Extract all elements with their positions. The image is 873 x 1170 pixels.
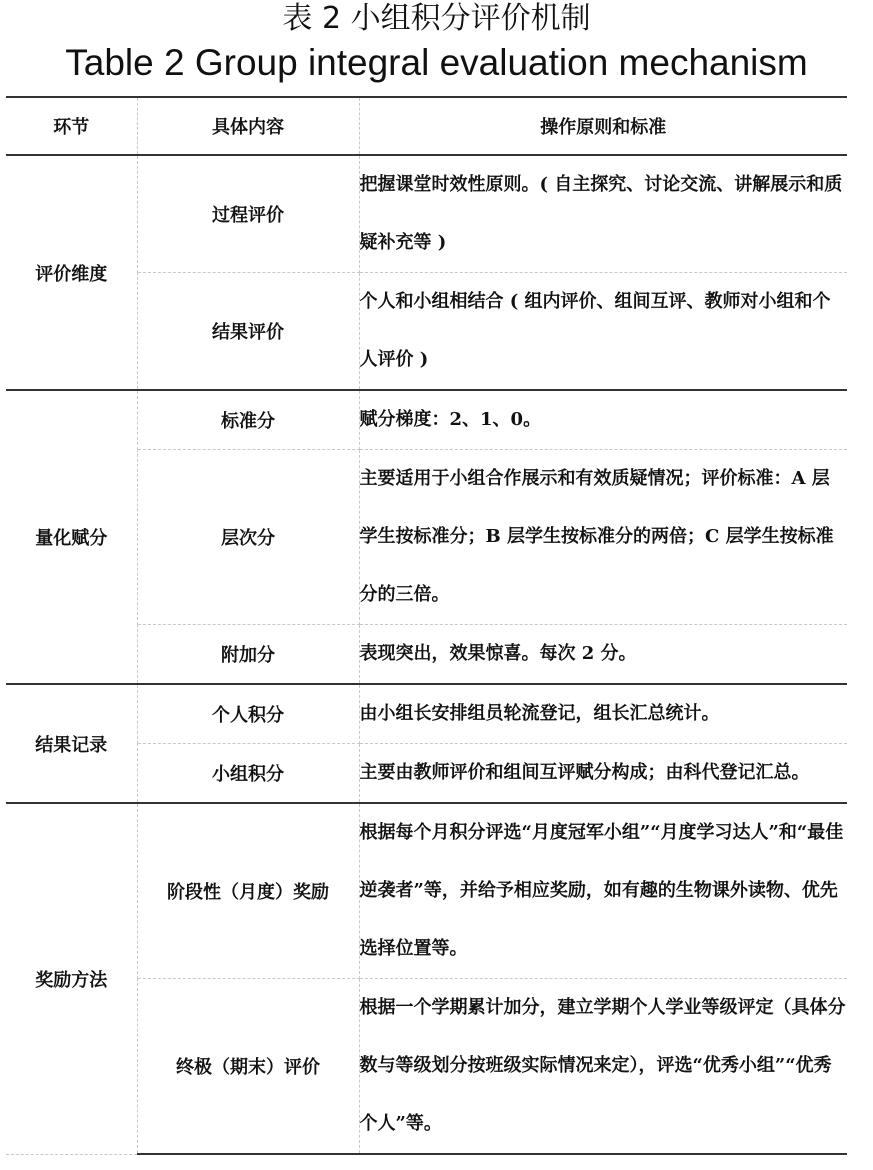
section-label-result-recording: 结果记录 (6, 684, 137, 803)
header-row (6, 97, 847, 155)
item-monthly-reward: 阶段性（月度）奖励 (137, 803, 359, 979)
criteria-level-score: 主要适用于小组合作展示和有效质疑情况；评价标准：A 层学生按标准分；B 层学生按标准分的两倍；C 层学生按标准分的三倍。 (359, 450, 847, 625)
section-label-reward-method: 奖励方法 (6, 803, 137, 1154)
table-title-chinese: 表 2 小组积分评价机制 (282, 1, 591, 36)
item-bonus-score: 附加分 (137, 625, 359, 685)
section-label-quantified-scoring: 量化赋分 (6, 390, 137, 684)
criteria-result-evaluation: 个人和小组相结合 ( 组内评价、组间互评、教师对小组和个人评价 ) (359, 273, 847, 391)
criteria-group-points: 主要由教师评价和组间互评赋分构成；由科代登记汇总。 (359, 744, 847, 804)
header-criteria: 操作原则和标准 (359, 97, 847, 155)
section-label-evaluation-dimension: 评价维度 (6, 155, 137, 390)
header-content: 具体内容 (137, 97, 359, 155)
item-process-evaluation: 过程评价 (137, 155, 359, 273)
table-title-english: Table 2 Group integral evaluation mechanism (65, 42, 808, 83)
criteria-bonus-score: 表现突出，效果惊喜。每次 2 分。 (359, 625, 847, 685)
table-row (6, 803, 847, 979)
table-row (6, 155, 847, 273)
table-row (6, 390, 847, 450)
item-result-evaluation: 结果评价 (137, 273, 359, 391)
item-standard-score: 标准分 (137, 390, 359, 450)
criteria-individual-points: 由小组长安排组员轮流登记，组长汇总统计。 (359, 684, 847, 744)
criteria-process-evaluation: 把握课堂时效性原则。( 自主探究、讨论交流、讲解展示和质疑补充等 ) (359, 155, 847, 273)
criteria-final-evaluation: 根据一个学期累计加分，建立学期个人学业等级评定（具体分数与等级划分按班级实际情况来定），评选“优秀小组”“优秀个人”等。 (359, 979, 847, 1155)
item-level-score: 层次分 (137, 450, 359, 625)
criteria-monthly-reward: 根据每个月积分评选“月度冠军小组”“月度学习达人”和“最佳逆袭者”等，并给予相应奖励，如有趣的生物课外读物、优先选择位置等。 (359, 803, 847, 979)
item-individual-points: 个人积分 (137, 684, 359, 744)
table-row (6, 684, 847, 744)
item-final-evaluation: 终极（期末）评价 (137, 979, 359, 1155)
item-group-points: 小组积分 (137, 744, 359, 804)
header-stage: 环节 (6, 97, 137, 155)
evaluation-table (6, 96, 847, 1155)
criteria-standard-score: 赋分梯度：2、1、0。 (359, 390, 847, 450)
